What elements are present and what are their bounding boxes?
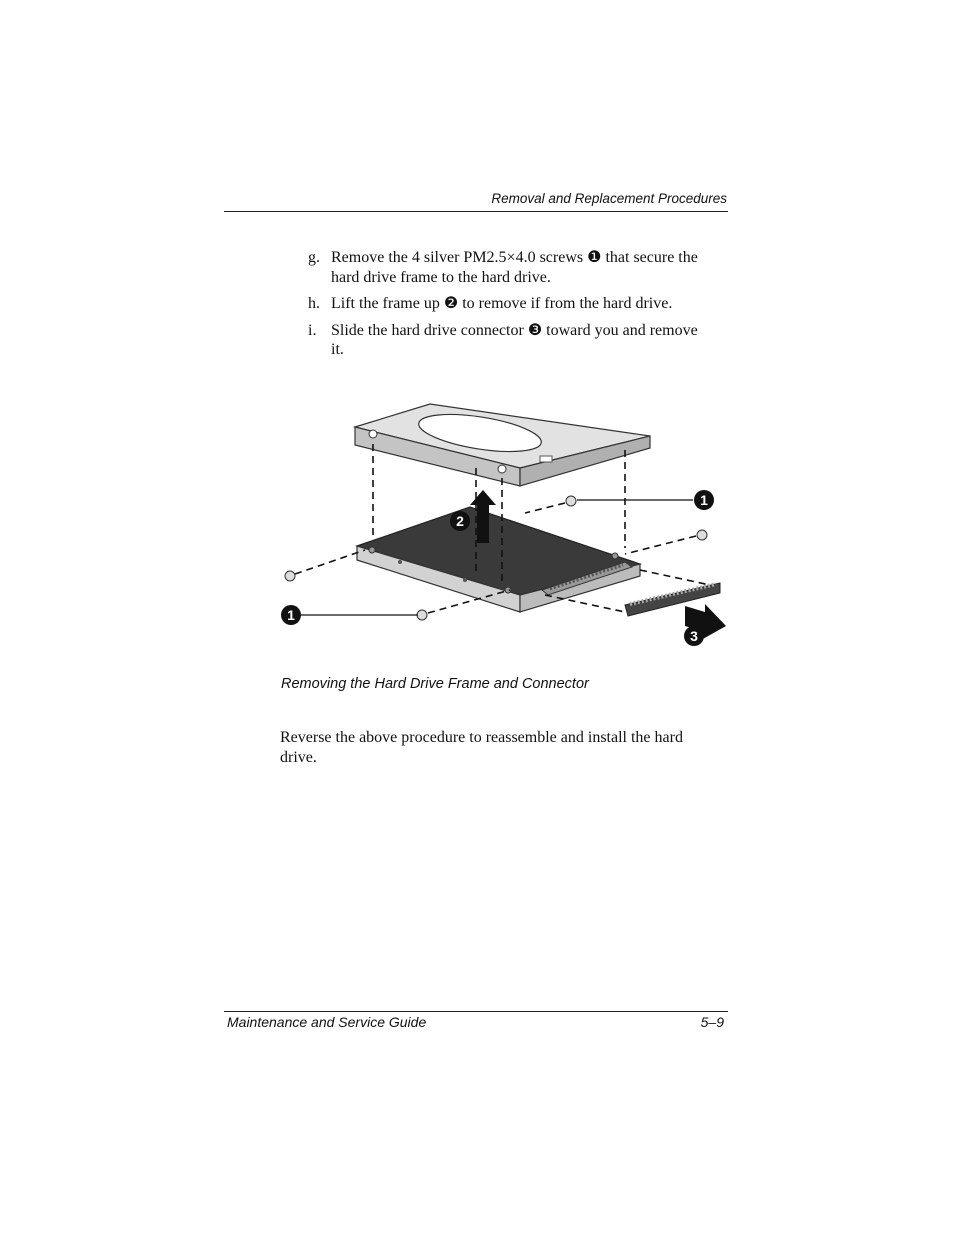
closing-paragraph: Reverse the above procedure to reassemble and install the hard drive. bbox=[280, 729, 683, 766]
callout-number: 1 bbox=[700, 492, 708, 508]
procedure-steps bbox=[308, 248, 708, 367]
step-letter: h. bbox=[308, 295, 320, 312]
step-h bbox=[308, 294, 708, 314]
step-letter: g. bbox=[308, 249, 320, 266]
hard-drive-frame bbox=[355, 404, 650, 486]
page-footer bbox=[227, 1014, 724, 1030]
step-i bbox=[308, 321, 708, 360]
hard-drive-figure bbox=[280, 390, 730, 656]
header-rule bbox=[224, 211, 728, 212]
running-head: Removal and Replacement Procedures bbox=[491, 191, 727, 206]
callout-1-right bbox=[694, 490, 714, 510]
page-number: 5–9 bbox=[700, 1014, 724, 1030]
callout-3 bbox=[684, 626, 704, 646]
step-text: Remove the 4 silver PM2.5×4.0 screws ❶ that secure the hard drive frame to the hard drive. bbox=[331, 249, 698, 286]
callout-1-left bbox=[281, 605, 301, 625]
callout-number: 1 bbox=[287, 607, 295, 623]
figure-caption: Removing the Hard Drive Frame and Connector bbox=[281, 676, 589, 692]
callout-number: 3 bbox=[690, 628, 698, 644]
step-text: Lift the frame up ❷ to remove if from the hard drive. bbox=[331, 295, 673, 312]
step-letter: i. bbox=[308, 321, 317, 339]
callout-2 bbox=[450, 511, 470, 531]
footer-rule bbox=[224, 1011, 728, 1012]
footer-title: Maintenance and Service Guide bbox=[227, 1014, 427, 1030]
callout-number: 2 bbox=[456, 513, 464, 529]
step-g bbox=[308, 248, 708, 287]
hard-drive-body bbox=[357, 507, 640, 612]
step-text: Slide the hard drive connector ❸ toward you and remove it. bbox=[331, 321, 698, 358]
